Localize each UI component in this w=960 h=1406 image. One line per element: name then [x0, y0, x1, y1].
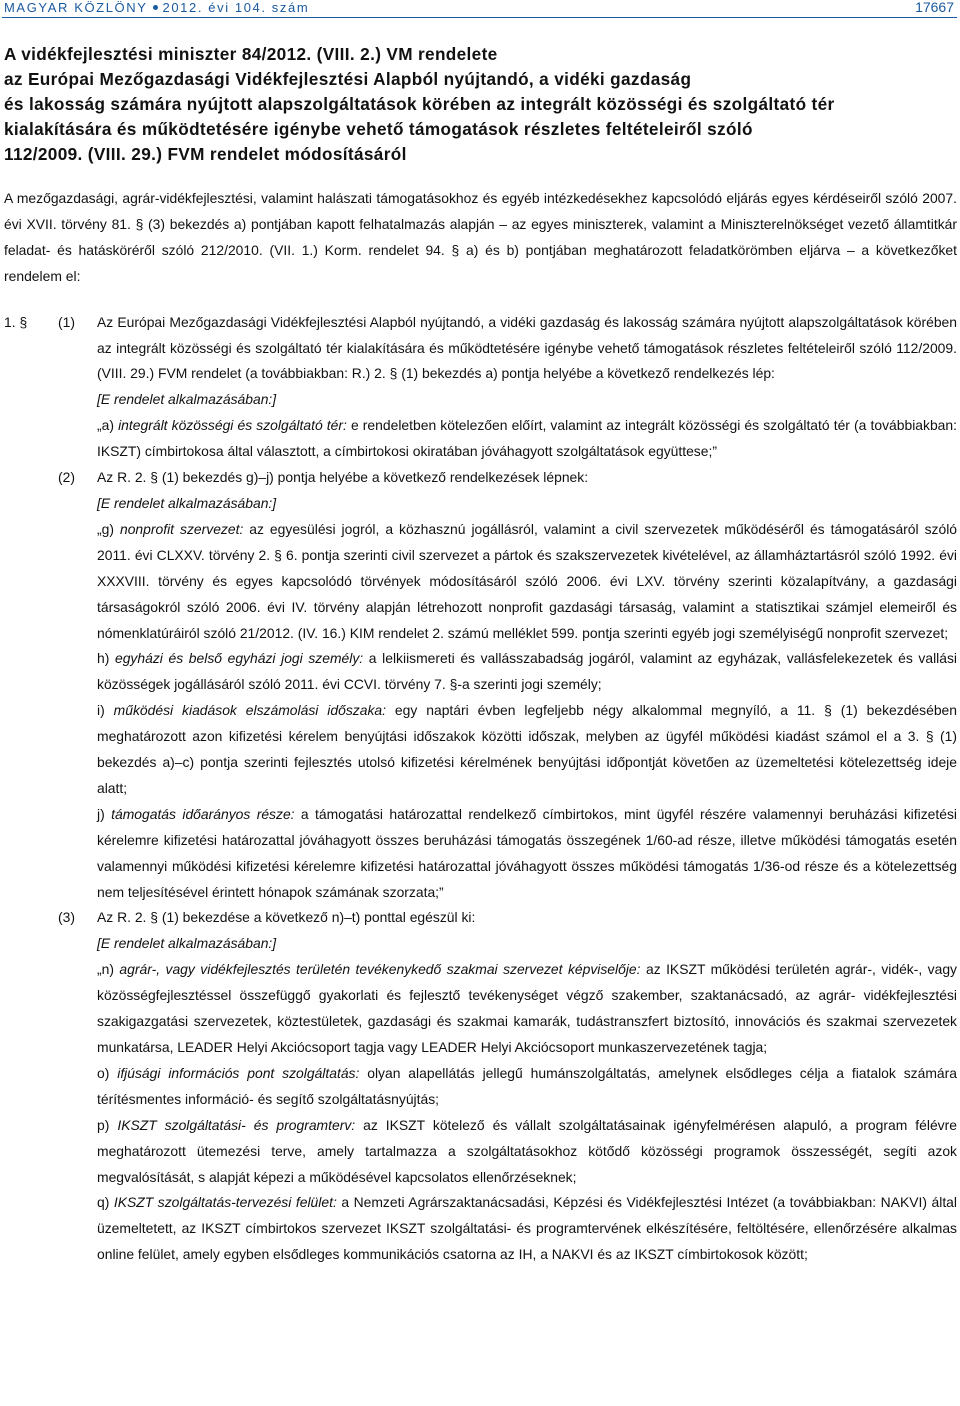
section-number: 1. §	[4, 313, 28, 330]
journal-header	[4, 0, 309, 15]
point-g	[97, 517, 957, 647]
point-q	[97, 1190, 957, 1268]
preamble-text: A mezőgazdasági, agrár-vidékfejlesztési, valamint halászati támogatásokhoz és egyéb intézkedésekhez kapcsolódó eljárás egyes kérdéseiről szóló 2007. évi XVII. törvény 81. § (3) bekezdés a) pontjában kapott felhatalmazás alapján – az egyes miniszterek, valamint a Miniszterelnökséget vezető államtitkár feladat- és hatásköréről szóló 212/2010. (VII. 1.) Korm. rendelet 94. § a) és b) pontjában meghatározott feladatkörömben eljárva – a következőket rendelem el:	[4, 190, 957, 284]
point-i	[97, 698, 957, 802]
paragraph-number: (1)	[58, 313, 75, 330]
point-text: e rendeletben kötelezően előírt, valamint az integrált közösségi és szolgáltató tér (a továbbiakban: IKSZT) címbirtokosa által választott, a címbirtokosi okiratában jóváhagyott szolgáltatások együttese;”	[97, 417, 957, 460]
point-prefix: i)	[97, 702, 114, 719]
point-o	[97, 1061, 957, 1113]
bracket-note: [E rendelet alkalmazásában:]	[97, 935, 277, 952]
preamble	[4, 186, 957, 290]
point-prefix: p)	[97, 1116, 118, 1133]
defined-term: ifjúsági információs pont szolgáltatás:	[117, 1064, 360, 1081]
point-j	[97, 802, 957, 906]
defined-term: egyházi és belső egyházi jogi személy:	[114, 650, 364, 667]
point-h	[97, 646, 957, 698]
point-n	[97, 957, 957, 1061]
journal-name: MAGYAR KÖZLÖNY	[4, 0, 148, 15]
running-header	[2, 0, 957, 22]
point-text: olyan alapellátás jellegű humánszolgáltatás, amelynek elsődleges célja a fiatalok számára térítésmentes információ- és segítő szolgáltatásnyújtás;	[97, 1064, 957, 1107]
title-line: és lakosság számára nyújtott alapszolgáltatások körében az integrált közösségi és szolgáltató tér	[4, 94, 835, 114]
amendment-block	[2, 491, 957, 906]
bracket-note: [E rendelet alkalmazásában:]	[97, 391, 277, 408]
defined-term: IKSZT szolgáltatási- és programterv:	[117, 1116, 356, 1133]
defined-term: agrár-, vagy vidékfejlesztés területén tevékenykedő szakmai szervezet képviselője:	[119, 961, 641, 978]
title-line: 112/2009. (VIII. 29.) FVM rendelet módosításáról	[4, 144, 407, 164]
point-a	[97, 413, 957, 465]
defined-term: integrált közösségi és szolgáltató tér:	[118, 417, 347, 434]
bracket-note: [E rendelet alkalmazásában:]	[97, 494, 277, 511]
defined-term: nonprofit szervezet:	[119, 520, 244, 537]
paragraph-body	[97, 310, 957, 388]
amendment-block	[2, 387, 957, 465]
paragraph-body	[97, 465, 957, 491]
paragraph-text: Az Európai Mezőgazdasági Vidékfejlesztési Alapból nyújtandó, a vidéki gazdaság és lakosság számára nyújtott alapszolgáltatások körében az integrált közösségi és szolgáltató tér kialakítására és működtetésére igénybe vehető támogatások részletes feltételeiről szóló 112/2009. (VIII. 29.) FVM rendelet (a továbbiakban: R.) 2. § (1) bekezdés a) pontja helyébe a következő rendelkezés lép:	[97, 313, 957, 382]
paragraph-1	[2, 310, 957, 388]
paragraph-number: (3)	[58, 909, 75, 926]
title-line: kialakítására és működtetésére igénybe vehető támogatások részletes feltételeiről szóló	[4, 119, 753, 139]
page-number: 17667	[915, 0, 954, 15]
point-prefix: o)	[97, 1064, 118, 1081]
defined-term: működési kiadások elszámolási időszaka:	[113, 702, 386, 719]
title-line: az Európai Mezőgazdasági Vidékfejlesztési Alapból nyújtandó, a vidéki gazdaság	[4, 69, 692, 89]
point-prefix: q)	[97, 1194, 114, 1211]
point-text: az IKSZT kötelező és vállalt szolgáltatásainak igényfelmérésen alapuló, a program félévre meghatározott ütemezési terve, amely tartalmazza a szolgáltatásokhoz kötődő közösségi programok összességét, segíti azok megvalósítását, s alapját képezi a működésével kapcsolatos ellenőrzéseknek;	[97, 1116, 957, 1185]
point-prefix: „a)	[97, 417, 119, 434]
document-title	[4, 42, 957, 167]
paragraph-body	[97, 905, 957, 931]
paragraph-2	[2, 465, 957, 491]
defined-term: támogatás időarányos része:	[111, 805, 295, 822]
point-text: a Nemzeti Agrárszaktanácsadási, Képzési és Vidékfejlesztési Intézet (a továbbiakban: NAKVI) által üzemeltetett, az IKSZT címbirtokos szervezet IKSZT szolgáltatási- és programtervének elkészítésére, feltöltésére, ellenőrzésére alkalmas online felület, amely egyben elsődleges kommunikációs csatorna az IH, a NAKVI és az IKSZT címbirtokosok között;	[97, 1194, 957, 1263]
header-rule	[2, 17, 957, 18]
defined-term: IKSZT szolgáltatás-tervezési felület:	[113, 1194, 337, 1211]
point-prefix: „g)	[97, 520, 120, 537]
point-text: a lelkiismereti és vallásszabadság jogáról, valamint az egyházak, vallásfelekezetek és vallási közösségek jogállásáról szóló 2011. évi CCVI. törvény 7. §-a szerinti jogi személy;	[97, 650, 958, 693]
paragraph-text: Az R. 2. § (1) bekezdés g)–j) pontja helyébe a következő rendelkezések lépnek:	[97, 469, 589, 486]
amendment-block	[2, 931, 957, 1268]
title-line: A vidékfejlesztési miniszter 84/2012. (VIII. 2.) VM rendelete	[4, 44, 498, 64]
point-prefix: „n)	[97, 961, 120, 978]
point-text: az IKSZT működési területén agrár-, vidék-, vagy közösségfejlesztéssel összefüggő gyakorlati és fejlesztő tevékenységet végző szakember, szaktanácsadó, az agrár- vidékfejlesztési szakigazgatási szervezetek, köztestületek, gazdasági és szakmai kamarák, tudástranszfert biztosító, innovációs és szakmai szervezetek munkatársa, LEADER Helyi Akciócsoport tagja vagy LEADER Helyi Akciócsoport munkaszervezetének tagja;	[97, 961, 958, 1055]
paragraph-text: Az R. 2. § (1) bekezdése a következő n)–t) ponttal egészül ki:	[97, 909, 476, 926]
section-1	[2, 310, 957, 1269]
point-prefix: h)	[97, 650, 115, 667]
point-p	[97, 1113, 957, 1191]
paragraph-3	[2, 905, 957, 931]
point-prefix: j)	[97, 805, 112, 822]
point-text: a támogatási határozattal rendelkező címbirtokos, mint ügyfél részére valamennyi beruházási kifizetési kérelemre kifizetési határozattal jóváhagyott összes beruházási támogatás összegének 1/60-ad része, illetve működési támogatás esetén valamennyi működési kifizetési kérelemre kifizetési határozattal jóváhagyott összes működési támogatás 1/36-od része és a kötelezettség nem teljesítésével érintett hónapok számának szorzata;”	[97, 805, 957, 900]
issue-number: 2012. évi 104. szám	[162, 0, 310, 15]
point-text: egy naptári évben legfeljebb négy alkalommal megnyíló, a 11. § (1) bekezdésében meghatározott azon kifizetési kérelem benyújtási időszakok közötti időszak, melyben az ügyfél működési kiadást számol el a 3. § (1) bekezdés a)–c) pontja szerinti fejlesztés utolsó kifizetési kérelmének benyújtási időpontját követően az üzemeltetési kötelezettség ideje alatt;	[97, 702, 958, 796]
paragraph-number: (2)	[58, 469, 75, 486]
point-text: az egyesülési jogról, a közhasznú jogállásról, valamint a civil szervezetek működéséről és támogatásáról szóló 2011. évi CLXXV. törvény 2. § 6. pontja szerinti civil szervezet a pártok és szakszervezetek kivételével, az államháztartásról szóló 1992. évi XXXVIII. törvény és egyes kapcsolódó törvények módosításáról szóló 2006. évi LXV. törvény szerinti közalapítvány, a gazdasági társaságokról szóló 2006. évi IV. törvény alapján létrehozott nonprofit gazdasági társaság, valamint a statisztikai számjel elemeiről és nómenklatúráiról szóló 21/2012. (IV. 16.) KIM rendelet 2. számú melléklet 599. pontja szerinti egyéb jogi személyiségű nonprofit szervezet;	[97, 520, 958, 641]
bullet-separator	[153, 5, 158, 10]
